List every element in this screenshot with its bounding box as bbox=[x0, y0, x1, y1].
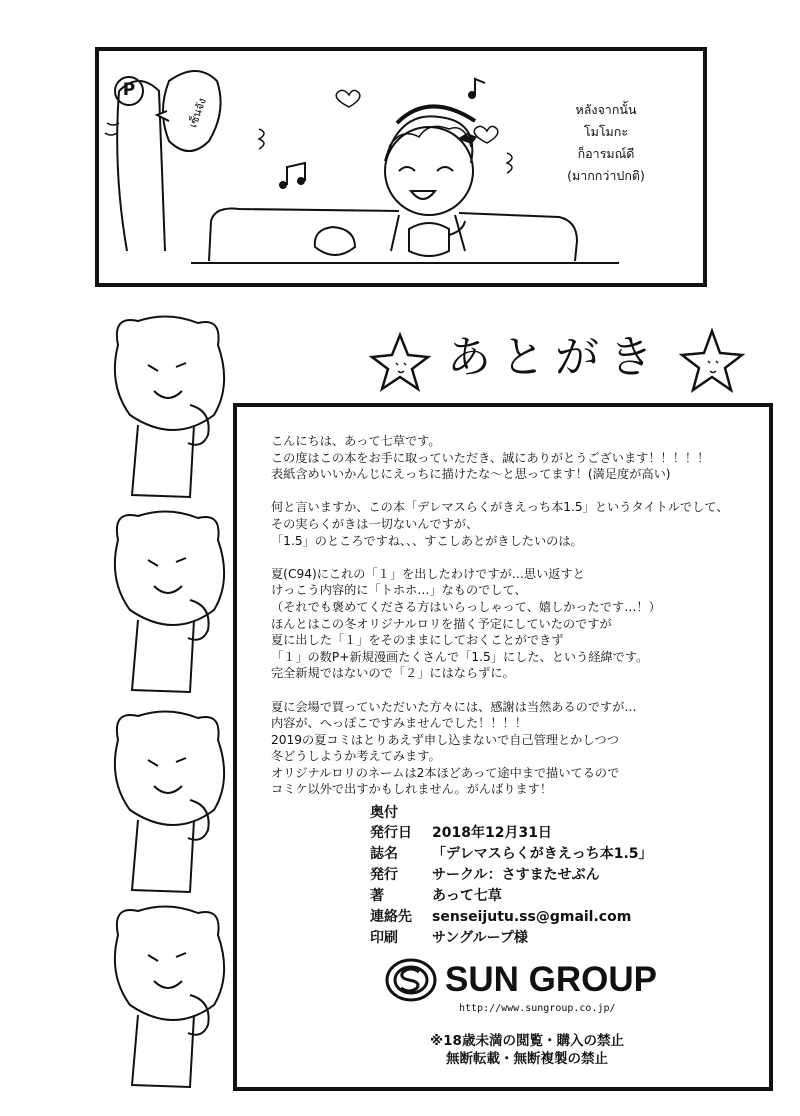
text-line: この度はこの本をお手に取っていただき、誠にありがとうございます！！！！！ bbox=[271, 450, 710, 465]
afterword-box bbox=[233, 403, 773, 1091]
colophon-row bbox=[370, 907, 750, 928]
text-line: 表紙含めいいかんじにえっちに描けたな～と思ってます！(満足度が高い) bbox=[271, 467, 671, 482]
colophon-row bbox=[370, 844, 750, 865]
printer-url: http://www.sungroup.co.jp/ bbox=[459, 1003, 616, 1014]
printer-name: SUN GROUP bbox=[445, 960, 657, 999]
restriction-notices bbox=[397, 1032, 657, 1068]
narration-line: (มากกว่าปกติ) bbox=[567, 168, 645, 183]
colophon-heading: 奥付 bbox=[370, 805, 398, 821]
bear-drawing bbox=[115, 316, 224, 497]
speech-bubble-text: เซ็นจัง bbox=[186, 96, 209, 130]
text-line: 夏(C94)にこれの「１」を出したわけですが…思い返すと bbox=[271, 566, 585, 581]
colophon-key: 連絡先 bbox=[370, 909, 412, 925]
paragraph bbox=[271, 566, 771, 682]
text-line: 2019の夏コミはとりあえず申し込まないで自己管理とかしつつ bbox=[271, 732, 619, 747]
colophon-key: 発行日 bbox=[370, 825, 412, 841]
text-line: 内容が、へっぽこですみませんでした！！！！ bbox=[271, 716, 527, 731]
colophon-key: 発行 bbox=[370, 867, 398, 883]
colophon-row bbox=[370, 886, 750, 907]
text-line: 夏に出した「１」をそのままにしておくことができず bbox=[271, 633, 564, 648]
afterword-title: あとがき bbox=[447, 332, 663, 383]
colophon-key: 誌名 bbox=[370, 846, 398, 862]
colophon-row bbox=[370, 928, 750, 949]
colophon-value: サークル：さすまたせぶん bbox=[432, 867, 600, 883]
text-line: 冬どうしようか考えてみます。 bbox=[271, 749, 441, 764]
afterword-body bbox=[271, 433, 771, 815]
text-line: 「1.5」のところですね、、、すこしあとがきしたいのは。 bbox=[271, 533, 583, 548]
narration-text bbox=[531, 99, 681, 187]
comic-panel bbox=[95, 47, 707, 287]
narration-line: หลังจากนั้น bbox=[575, 102, 637, 117]
colophon-row bbox=[370, 823, 750, 844]
text-line: 「１」の数P+新規漫画たくさんで「1.5」にした、という経緯です。 bbox=[271, 649, 649, 664]
text-line: けっこう内容的に「トホホ…」なものでして、 bbox=[271, 583, 527, 598]
text-line: その実らくがきは一切ないんですが、 bbox=[271, 516, 479, 531]
text-line: こんにちは、あって七草です。 bbox=[271, 434, 441, 448]
colophon-key: 著 bbox=[370, 888, 384, 904]
age-restriction-notice: ※18歳未満の閲覧・購入の禁止 bbox=[430, 1033, 624, 1049]
sun-group-emblem-icon bbox=[385, 958, 439, 1002]
colophon-row bbox=[370, 865, 750, 886]
narration-line: ก็อารมณ์ดี bbox=[577, 146, 635, 161]
afterword-heading bbox=[368, 325, 748, 395]
text-line: （それでも褒めてくださる方はいらっしゃって、嬉しかったです…！） bbox=[271, 599, 661, 614]
bear-illustrations bbox=[98, 305, 238, 1095]
paragraph bbox=[271, 433, 771, 483]
text-line: コミケ以外で出すかもしれません。がんばります！ bbox=[271, 782, 553, 797]
colophon bbox=[370, 804, 750, 949]
copy-restriction-notice: 無断転載・無断複製の禁止 bbox=[446, 1051, 608, 1067]
speaker-label: P bbox=[122, 80, 136, 100]
colophon-value: あって七草 bbox=[432, 888, 502, 904]
colophon-value: 2018年12月31日 bbox=[432, 825, 552, 841]
narration-line: โมโมกะ bbox=[583, 124, 629, 139]
printer-logo bbox=[385, 958, 655, 1020]
text-line: 何と言いますか、この本「デレマスらくがきえっち本1.5」というタイトルでして、 bbox=[271, 500, 729, 515]
text-line: オリジナルロリのネームは2本ほどあって途中まで描いてるので bbox=[271, 765, 620, 780]
colophon-email: senseijutu.ss@gmail.com bbox=[432, 909, 632, 925]
bear-stack-art bbox=[98, 305, 238, 1095]
paragraph bbox=[271, 499, 771, 549]
text-line: ほんとはこの冬オリジナルロリを描く予定にしていたのですが bbox=[271, 616, 612, 631]
colophon-value: サングループ様 bbox=[432, 930, 528, 946]
colophon-value: 「デレマスらくがきえっち本1.5」 bbox=[432, 846, 653, 862]
text-line: 夏に会場で買っていただいた方々には、感謝は当然あるのですが… bbox=[271, 699, 637, 714]
colophon-key: 印刷 bbox=[370, 930, 398, 946]
text-line: 完全新規ではないので「２」にはならずに。 bbox=[271, 666, 515, 681]
paragraph bbox=[271, 699, 771, 799]
